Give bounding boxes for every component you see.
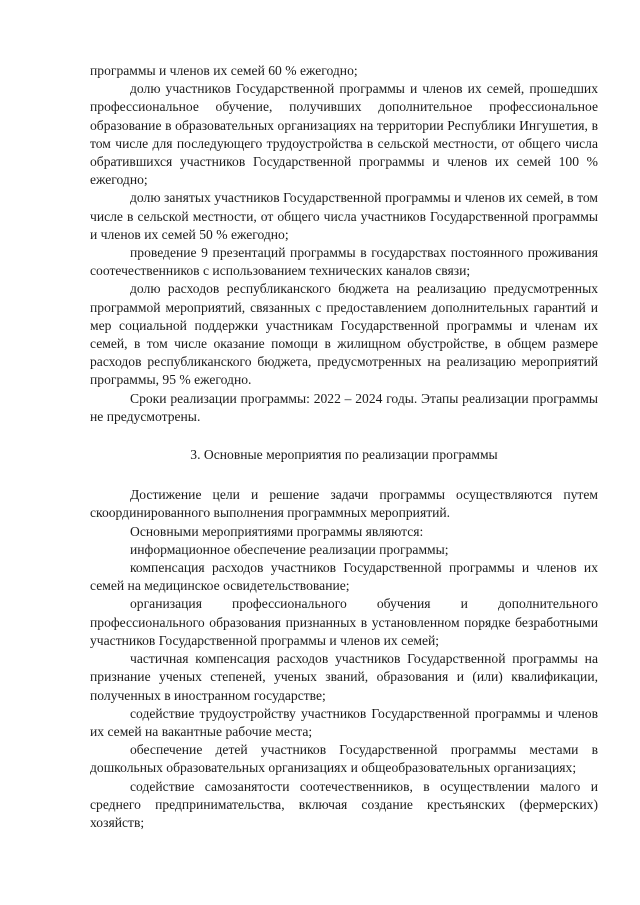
section-heading: 3. Основные мероприятия по реализации программы — [190, 447, 498, 463]
paragraph: программы и членов их семей 60 % ежегодно; — [90, 63, 358, 78]
paragraph: долю участников Государственной программы и членов их семей, прошедших профессиональное обучение, получивших дополнительное профессиональное образование в образовательных организациях на территории Республики Ингушетия, в том числе для последующего трудоустройства в сельской местности, от общего числа обратившихся участников Государственной программы и членов их семей 100 % ежегодно; — [90, 81, 598, 188]
list-item: компенсация расходов участников Государственной программы и членов их семей на медицинское освидетельствование; — [90, 560, 598, 594]
paragraph: долю занятых участников Государственной программы и членов их семей, в том числе в сельской местности, от общего числа участников Государственной программы и членов их семей 50 % ежегодно; — [90, 190, 598, 242]
list-item: информационное обеспечение реализации программы; — [130, 541, 449, 557]
paragraph: долю расходов республиканского бюджета на реализацию предусмотренных программой мероприятий, связанных с предоставлением дополнительных гарантий и мер социальной поддержки участникам Государственной программы и членам их семей, в том числе оказание помощи в жилищном обустройстве, в общем размере расходов республиканского бюджета, предусмотренных на реализацию мероприятий программы, 95 % ежегодно. — [90, 281, 598, 388]
list-item: организация профессионального обучения и дополнительного профессионального образования признанных в установленном порядке безработными участников Государственной программы и членов их семей; — [90, 596, 598, 648]
paragraph: проведение 9 презентаций программы в государствах постоянного проживания соотечественников с использованием технических каналов связи; — [90, 245, 598, 279]
list-item: содействие трудоустройству участников Государственной программы и членов их семей на вакантные рабочие места; — [90, 705, 598, 739]
paragraph: Достижение цели и решение задачи программы осуществляются путем скоординированного выполнения программных мероприятий. — [90, 487, 598, 521]
list-item: содействие самозанятости соотечественников, в осуществлении малого и среднего предпринимательства, включая создание крестьянских (фермерских) хозяйств; — [90, 778, 598, 830]
document-page — [90, 62, 598, 832]
paragraph: Основными мероприятиями программы являются: — [130, 523, 424, 539]
paragraph: Сроки реализации программы: 2022 – 2024 годы. Этапы реализации программы не предусмотрены. — [90, 390, 598, 424]
list-item: частичная компенсация расходов участников Государственной программы на признание ученых степеней, ученых званий, образования и (или) квалификации, полученных в иностранном государстве; — [90, 651, 598, 703]
list-item: обеспечение детей участников Государственной программы местами в дошкольных образовательных организациях и общеобразовательных организациях; — [90, 742, 598, 776]
